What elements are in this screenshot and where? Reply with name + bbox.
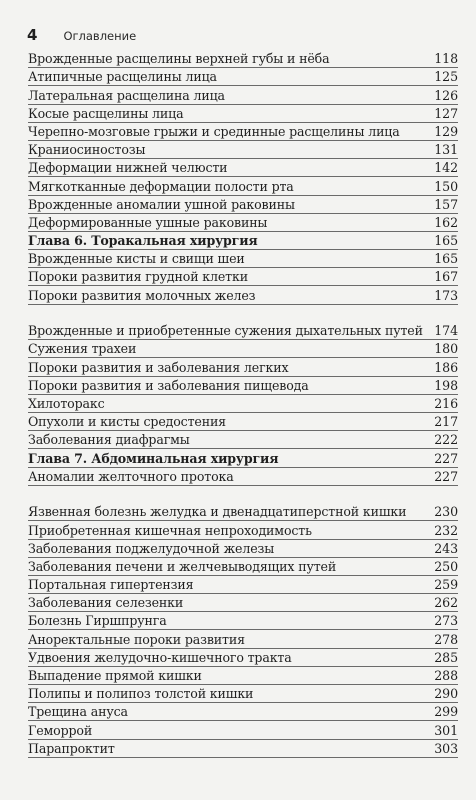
toc-entry-page: 227 (434, 450, 458, 466)
toc-entry-title: Приобретенная кишечная непроходимость (28, 522, 312, 538)
toc-entry (28, 558, 458, 576)
toc-entry (28, 721, 458, 739)
toc-entry (28, 649, 458, 667)
toc-entry-title: Деформации нижней челюсти (28, 160, 228, 176)
toc-entry-page: 290 (434, 686, 458, 702)
toc-entry-title: Глава 7. Абдоминальная хирургия (28, 450, 279, 466)
toc-entry-title: Латеральная расщелина лица (28, 87, 225, 103)
toc-entry-page: 180 (434, 341, 458, 357)
toc-entry-page: 127 (434, 105, 458, 121)
toc-entry (28, 630, 458, 648)
toc-entry-title: Заболевания печени и желчевыводящих путей (28, 558, 337, 574)
toc-entry-page: 301 (434, 722, 458, 738)
toc-chapter-heading (28, 232, 458, 250)
toc-entry-title: Косые расщелины лица (28, 105, 184, 121)
toc-entry-page: 285 (434, 649, 458, 665)
toc-entry-page: 173 (434, 287, 458, 303)
toc-entry-title: Заболевания поджелудочной железы (28, 540, 275, 556)
toc-entry-page: 216 (434, 395, 458, 411)
toc-entry-title: Портальная гипертензия (28, 577, 194, 593)
toc-entry (28, 521, 458, 539)
toc-entry-title: Болезнь Гиршпрунга (28, 613, 167, 629)
toc-entry (28, 486, 458, 522)
toc-entry-title: Врожденные кисты и свищи шеи (28, 251, 245, 267)
toc-entry (28, 86, 458, 104)
toc-entry (28, 340, 458, 358)
toc-entry-page: 150 (434, 178, 458, 194)
toc-entry (28, 703, 458, 721)
toc-entry-page: 222 (434, 432, 458, 448)
toc-entry (28, 685, 458, 703)
toc-entry-page: 126 (434, 87, 458, 103)
toc-entry-page: 129 (434, 123, 458, 139)
toc-entry-page: 165 (434, 251, 458, 267)
toc-entry-title: Удвоения желудочно-кишечного тракта (28, 649, 292, 665)
toc-entry (28, 68, 458, 86)
toc-entry-title: Пороки развития и заболевания легких (28, 359, 289, 375)
toc-entry-page: 125 (434, 69, 458, 85)
toc-entry-page: 299 (434, 704, 458, 720)
toc-entry (28, 214, 458, 232)
toc-entry (28, 667, 458, 685)
toc-entry (28, 286, 458, 304)
toc-entry-title: Врожденные и приобретенные сужения дыхательных путей (28, 323, 423, 339)
toc-entry-page: 273 (434, 613, 458, 629)
toc-entry-page: 259 (434, 577, 458, 593)
toc-entry (28, 377, 458, 395)
page-header (27, 26, 136, 48)
toc-entry (28, 105, 458, 123)
toc-entry-page: 131 (434, 142, 458, 158)
toc-entry-title: Пороки развития молочных желез (28, 287, 256, 303)
toc-entry-page: 262 (434, 595, 458, 611)
toc-entry-title: Пороки развития и заболевания пищевода (28, 377, 309, 393)
toc-entry-title: Геморрой (28, 722, 93, 738)
toc-entry-title: Врожденные расщелины верхней губы и нёба (28, 51, 330, 67)
toc-entry (28, 250, 458, 268)
toc-entry (28, 540, 458, 558)
toc-entry-title: Заболевания диафрагмы (28, 432, 190, 448)
toc-entry-title: Аномалии желточного протока (28, 468, 234, 484)
toc-entry-page: 303 (434, 740, 458, 756)
toc-entry-page: 186 (434, 359, 458, 375)
toc-entry (28, 594, 458, 612)
toc-entry-title: Язвенная болезнь желудка и двенадцатиперстной кишки (28, 504, 407, 520)
toc-entry (28, 123, 458, 141)
running-title: Оглавление (63, 29, 137, 43)
toc-entry (28, 358, 458, 376)
toc-entry-title: Краниосиностозы (28, 142, 146, 158)
toc-entry-page: 198 (434, 377, 458, 393)
toc-entry-page: 278 (434, 631, 458, 647)
table-of-contents (28, 50, 458, 758)
toc-entry-title: Опухоли и кисты средостения (28, 414, 226, 430)
toc-entry-title: Пороки развития грудной клетки (28, 269, 248, 285)
toc-entry (28, 50, 458, 68)
toc-entry (28, 268, 458, 286)
toc-entry-page: 167 (434, 269, 458, 285)
toc-entry-page: 157 (434, 196, 458, 212)
toc-entry-title: Трещина ануса (28, 704, 128, 720)
toc-entry-page: 217 (434, 414, 458, 430)
toc-entry (28, 468, 458, 486)
toc-entry (28, 395, 458, 413)
toc-entry-page: 118 (434, 51, 458, 67)
toc-entry-title: Сужения трахеи (28, 341, 137, 357)
toc-entry-page: 142 (434, 160, 458, 176)
toc-entry-page: 174 (434, 323, 458, 339)
toc-entry-title: Выпадение прямой кишки (28, 668, 202, 683)
toc-entry-page: 250 (434, 558, 458, 574)
toc-entry-page: 230 (434, 504, 458, 520)
toc-entry (28, 196, 458, 214)
toc-entry (28, 740, 458, 758)
toc-entry-page: 232 (434, 522, 458, 538)
toc-entry (28, 159, 458, 177)
toc-entry-page: 162 (434, 214, 458, 230)
toc-entry-title: Атипичные расщелины лица (28, 69, 217, 85)
toc-entry-title: Мягкотканные деформации полости рта (28, 178, 294, 194)
toc-chapter-heading (28, 449, 458, 467)
toc-entry (28, 576, 458, 594)
toc-entry (28, 413, 458, 431)
toc-entry-title: Хилоторакс (28, 395, 105, 411)
toc-entry-title: Врожденные аномалии ушной раковины (28, 196, 295, 212)
toc-entry-title: Парапроктит (28, 740, 115, 756)
toc-entry (28, 431, 458, 449)
toc-entry-title: Аноректальные пороки развития (28, 631, 245, 647)
toc-entry (28, 177, 458, 195)
toc-entry-title: Глава 6. Торакальная хирургия (28, 233, 258, 249)
toc-entry (28, 305, 458, 341)
toc-entry-title: Черепно-мозговые грыжи и срединные расщелины лица (28, 123, 400, 139)
toc-entry-page: 227 (434, 468, 458, 484)
toc-entry-title: Заболевания селезенки (28, 595, 184, 611)
toc-entry-page: 288 (434, 668, 458, 683)
page-number: 4 (27, 26, 38, 44)
toc-entry (28, 141, 458, 159)
toc-entry-title: Полипы и полипоз толстой кишки (28, 686, 254, 702)
toc-entry (28, 612, 458, 630)
toc-entry-page: 165 (434, 233, 458, 249)
toc-entry-page: 243 (434, 540, 458, 556)
toc-entry-title: Деформированные ушные раковины (28, 214, 268, 230)
